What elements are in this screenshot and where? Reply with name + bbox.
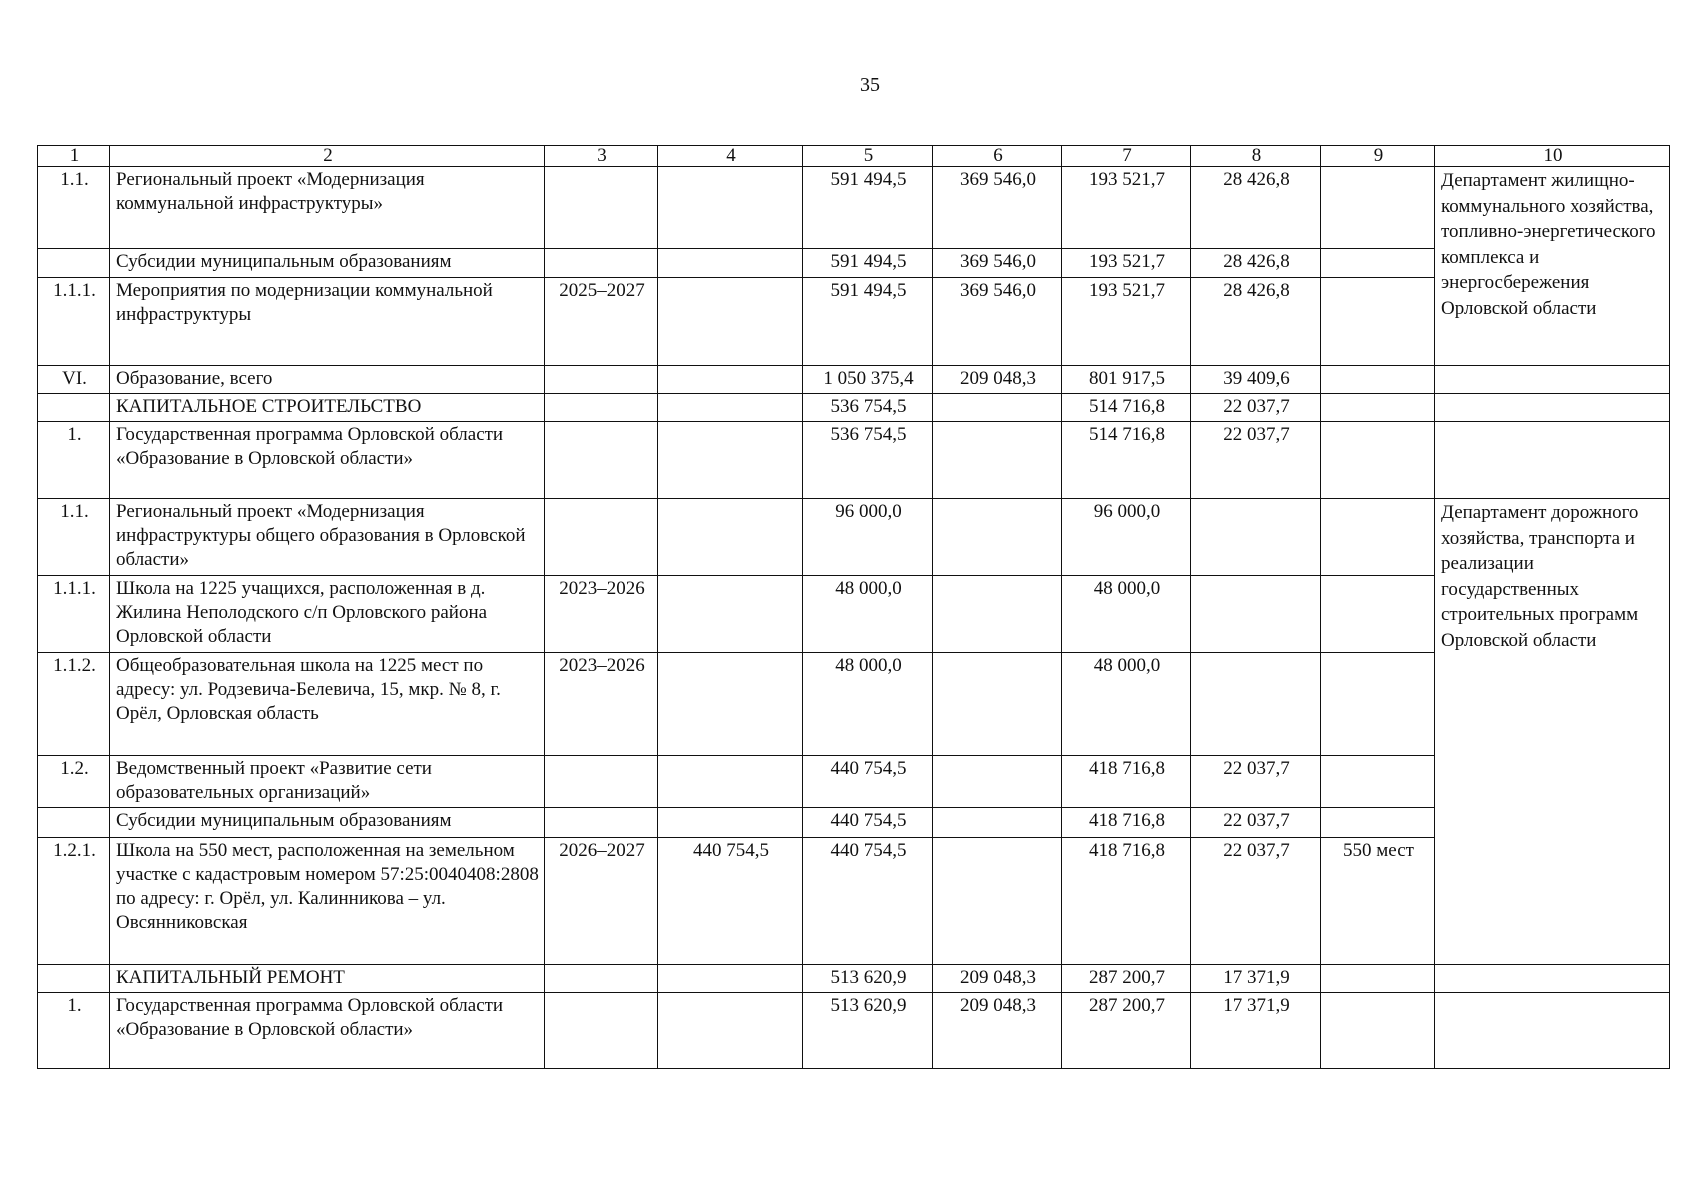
page-number: 35	[860, 74, 880, 96]
row-name: Школа на 1225 учащихся, расположенная в д. Жилина Неполодского с/п Орловского района Орловской области	[110, 576, 545, 653]
row-number: 1.2.1.	[38, 838, 110, 965]
row-cost	[658, 278, 803, 366]
row-capacity	[1321, 576, 1435, 653]
row-municipal: 22 037,7	[1191, 838, 1321, 965]
row-capacity	[1321, 756, 1435, 808]
responsible-empty	[1435, 422, 1670, 499]
row-total: 536 754,5	[803, 422, 933, 499]
table-row	[38, 394, 1670, 422]
row-name: Ведомственный проект «Развитие сети образовательных организаций»	[110, 756, 545, 808]
row-cost: 440 754,5	[658, 838, 803, 965]
row-number: 1.2.	[38, 756, 110, 808]
row-federal: 369 546,0	[933, 249, 1062, 278]
row-name: Образование, всего	[110, 366, 545, 394]
row-capacity	[1321, 278, 1435, 366]
column-header: 2	[110, 146, 545, 167]
column-header: 8	[1191, 146, 1321, 167]
row-municipal: 22 037,7	[1191, 756, 1321, 808]
row-capacity	[1321, 249, 1435, 278]
row-federal	[933, 838, 1062, 965]
table-row	[38, 249, 1670, 278]
row-regional: 193 521,7	[1062, 249, 1191, 278]
row-total: 591 494,5	[803, 278, 933, 366]
row-municipal: 39 409,6	[1191, 366, 1321, 394]
table-row	[38, 366, 1670, 394]
row-capacity	[1321, 366, 1435, 394]
row-municipal: 22 037,7	[1191, 422, 1321, 499]
responsible-empty	[1435, 965, 1670, 993]
table-row	[38, 167, 1670, 249]
row-number	[38, 394, 110, 422]
row-municipal: 28 426,8	[1191, 278, 1321, 366]
column-header: 10	[1435, 146, 1670, 167]
row-regional: 287 200,7	[1062, 993, 1191, 1069]
row-number: VI.	[38, 366, 110, 394]
row-number: 1.1.	[38, 499, 110, 576]
row-total: 440 754,5	[803, 756, 933, 808]
row-capacity: 550 мест	[1321, 838, 1435, 965]
row-regional: 418 716,8	[1062, 756, 1191, 808]
row-regional: 418 716,8	[1062, 838, 1191, 965]
row-cost	[658, 167, 803, 249]
row-municipal	[1191, 499, 1321, 576]
row-number: 1.1.	[38, 167, 110, 249]
table-row	[38, 653, 1670, 756]
row-cost	[658, 993, 803, 1069]
row-regional: 96 000,0	[1062, 499, 1191, 576]
column-header: 9	[1321, 146, 1435, 167]
row-capacity	[1321, 808, 1435, 838]
row-federal	[933, 394, 1062, 422]
row-number: 1.	[38, 993, 110, 1069]
row-name: КАПИТАЛЬНОЕ СТРОИТЕЛЬСТВО	[110, 394, 545, 422]
row-regional: 801 917,5	[1062, 366, 1191, 394]
responsible-empty	[1435, 993, 1670, 1069]
row-federal: 369 546,0	[933, 278, 1062, 366]
column-header: 7	[1062, 146, 1191, 167]
responsible-empty	[1435, 394, 1670, 422]
row-period	[545, 756, 658, 808]
row-regional: 418 716,8	[1062, 808, 1191, 838]
row-cost	[658, 576, 803, 653]
column-header: 6	[933, 146, 1062, 167]
row-federal	[933, 422, 1062, 499]
row-federal	[933, 499, 1062, 576]
row-municipal: 28 426,8	[1191, 167, 1321, 249]
row-name: Субсидии муниципальным образованиям	[110, 249, 545, 278]
row-capacity	[1321, 394, 1435, 422]
row-cost	[658, 499, 803, 576]
row-capacity	[1321, 965, 1435, 993]
row-federal: 209 048,3	[933, 993, 1062, 1069]
responsible-department: Департамент дорожного хозяйства, транспорта и реализации государственных строительных программ Орловской области	[1435, 499, 1670, 965]
row-number	[38, 249, 110, 278]
row-capacity	[1321, 167, 1435, 249]
row-period	[545, 499, 658, 576]
responsible-department: Департамент жилищно-коммунального хозяйства, топливно-энергетического комплекса и энергосбережения Орловской области	[1435, 167, 1670, 366]
row-number: 1.1.1.	[38, 278, 110, 366]
row-name: КАПИТАЛЬНЫЙ РЕМОНТ	[110, 965, 545, 993]
row-capacity	[1321, 993, 1435, 1069]
row-municipal: 22 037,7	[1191, 394, 1321, 422]
row-total: 48 000,0	[803, 653, 933, 756]
table-row	[38, 278, 1670, 366]
responsible-empty	[1435, 366, 1670, 394]
row-period	[545, 366, 658, 394]
row-municipal: 28 426,8	[1191, 249, 1321, 278]
column-header: 4	[658, 146, 803, 167]
row-period	[545, 422, 658, 499]
column-header: 1	[38, 146, 110, 167]
row-capacity	[1321, 422, 1435, 499]
row-cost	[658, 366, 803, 394]
row-regional: 514 716,8	[1062, 394, 1191, 422]
table-row	[38, 993, 1670, 1069]
row-regional: 287 200,7	[1062, 965, 1191, 993]
row-number: 1.1.1.	[38, 576, 110, 653]
row-regional: 193 521,7	[1062, 278, 1191, 366]
row-total: 48 000,0	[803, 576, 933, 653]
row-number: 1.	[38, 422, 110, 499]
row-period: 2025–2027	[545, 278, 658, 366]
row-total: 591 494,5	[803, 167, 933, 249]
row-total: 513 620,9	[803, 965, 933, 993]
row-total: 96 000,0	[803, 499, 933, 576]
table-row	[38, 499, 1670, 576]
row-capacity	[1321, 653, 1435, 756]
row-total: 1 050 375,4	[803, 366, 933, 394]
row-total: 440 754,5	[803, 808, 933, 838]
row-period	[545, 808, 658, 838]
table-row	[38, 756, 1670, 808]
row-federal	[933, 756, 1062, 808]
row-federal: 369 546,0	[933, 167, 1062, 249]
row-federal	[933, 576, 1062, 653]
row-federal	[933, 653, 1062, 756]
column-header: 3	[545, 146, 658, 167]
table-row	[38, 422, 1670, 499]
row-federal: 209 048,3	[933, 366, 1062, 394]
row-regional: 48 000,0	[1062, 653, 1191, 756]
row-name: Школа на 550 мест, расположенная на земельном участке с кадастровым номером 57:25:0040408:2808 по адресу: г. Орёл, ул. Калинникова – ул. Овсянниковская	[110, 838, 545, 965]
row-regional: 193 521,7	[1062, 167, 1191, 249]
row-federal	[933, 808, 1062, 838]
row-number: 1.1.2.	[38, 653, 110, 756]
row-total: 513 620,9	[803, 993, 933, 1069]
row-municipal: 22 037,7	[1191, 808, 1321, 838]
row-period	[545, 965, 658, 993]
row-name: Субсидии муниципальным образованиям	[110, 808, 545, 838]
row-period: 2023–2026	[545, 576, 658, 653]
row-federal: 209 048,3	[933, 965, 1062, 993]
row-regional: 514 716,8	[1062, 422, 1191, 499]
row-period	[545, 394, 658, 422]
row-name: Мероприятия по модернизации коммунальной инфраструктуры	[110, 278, 545, 366]
row-number	[38, 808, 110, 838]
row-period: 2023–2026	[545, 653, 658, 756]
row-name: Государственная программа Орловской области «Образование в Орловской области»	[110, 993, 545, 1069]
table-row	[38, 965, 1670, 993]
row-name: Региональный проект «Модернизация инфраструктуры общего образования в Орловской области»	[110, 499, 545, 576]
row-total: 591 494,5	[803, 249, 933, 278]
row-total: 536 754,5	[803, 394, 933, 422]
row-period	[545, 993, 658, 1069]
row-name: Государственная программа Орловской области «Образование в Орловской области»	[110, 422, 545, 499]
row-cost	[658, 965, 803, 993]
row-total: 440 754,5	[803, 838, 933, 965]
row-cost	[658, 653, 803, 756]
row-cost	[658, 808, 803, 838]
row-municipal: 17 371,9	[1191, 993, 1321, 1069]
row-cost	[658, 249, 803, 278]
table-row	[38, 576, 1670, 653]
row-capacity	[1321, 499, 1435, 576]
row-regional: 48 000,0	[1062, 576, 1191, 653]
row-cost	[658, 422, 803, 499]
row-name: Региональный проект «Модернизация коммунальной инфраструктуры»	[110, 167, 545, 249]
row-number	[38, 965, 110, 993]
column-number-row	[38, 146, 1670, 167]
row-cost	[658, 394, 803, 422]
row-municipal	[1191, 576, 1321, 653]
table-row	[38, 838, 1670, 965]
row-period	[545, 249, 658, 278]
budget-table	[37, 145, 1670, 1069]
table-row	[38, 808, 1670, 838]
row-period	[545, 167, 658, 249]
row-period: 2026–2027	[545, 838, 658, 965]
row-municipal: 17 371,9	[1191, 965, 1321, 993]
row-cost	[658, 756, 803, 808]
row-name: Общеобразовательная школа на 1225 мест по адресу: ул. Родзевича-Белевича, 15, мкр. № 8, г. Орёл, Орловская область	[110, 653, 545, 756]
column-header: 5	[803, 146, 933, 167]
row-municipal	[1191, 653, 1321, 756]
